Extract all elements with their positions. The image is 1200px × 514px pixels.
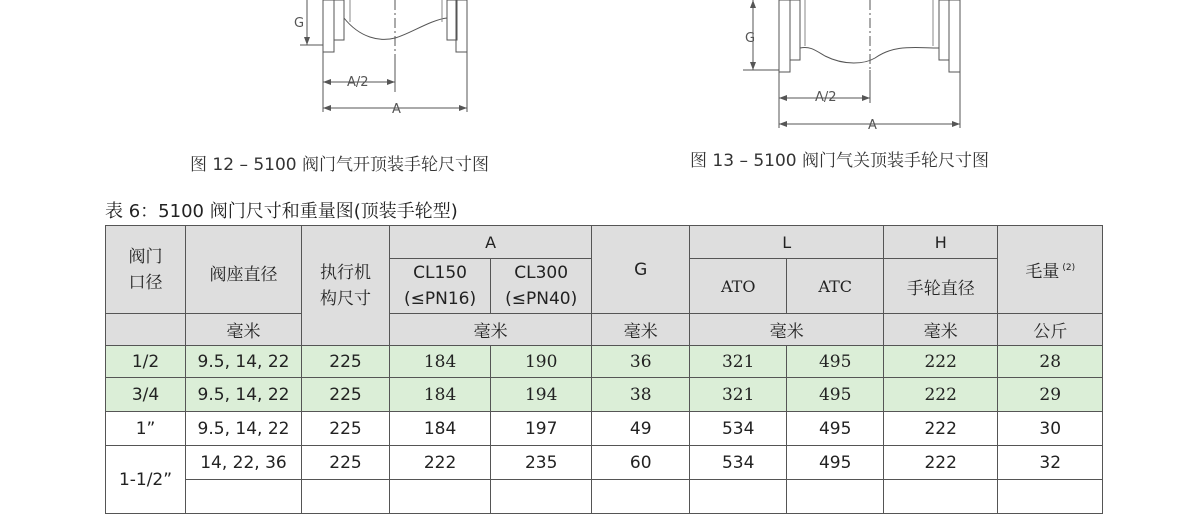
- header-ato: ATO: [690, 259, 787, 314]
- cell-actuator: 225: [302, 378, 390, 412]
- unit-mm-a: 毫米: [390, 314, 592, 346]
- cell-cut: [302, 480, 390, 514]
- cell-h: 222: [884, 378, 998, 412]
- cell-actuator: 225: [302, 346, 390, 378]
- cell-ato: 534: [690, 412, 787, 446]
- table-title: 表 6：5100 阀门尺寸和重量图(顶装手轮型): [105, 201, 458, 222]
- cell-h: 222: [884, 446, 998, 480]
- cell-actuator: 225: [302, 446, 390, 480]
- dim-g-label: G: [745, 31, 756, 46]
- dim-a-label: A: [868, 118, 877, 133]
- cell-g: 49: [592, 412, 690, 446]
- dim-a-half-label: A/2: [347, 75, 369, 90]
- cell-cl150: 184: [390, 346, 491, 378]
- header-group-a: A: [390, 226, 592, 259]
- cell-weight: 29: [998, 378, 1103, 412]
- table-row: [106, 378, 1103, 412]
- table-row: [106, 446, 1103, 480]
- cell-atc: 495: [787, 378, 884, 412]
- dim-g-label: G: [294, 16, 305, 31]
- cell-cut: [390, 480, 491, 514]
- cell-actuator: 225: [302, 412, 390, 446]
- table-row-partial: [106, 480, 1103, 514]
- cell-weight: 30: [998, 412, 1103, 446]
- cell-g: 38: [592, 378, 690, 412]
- table-row: [106, 346, 1103, 378]
- header-weight-label: 毛量: [1025, 262, 1060, 282]
- header-weight-note: (2): [1062, 263, 1076, 274]
- cell-cut: [592, 480, 690, 514]
- header-cl300: CL300 (≤PN40): [491, 259, 592, 314]
- cell-g: 36: [592, 346, 690, 378]
- header-seat-diameter: 阀座直径: [186, 226, 302, 314]
- cell-weight: 28: [998, 346, 1103, 378]
- header-valve-size: 阀门口径: [106, 226, 186, 314]
- header-cl150: CL150 (≤PN16): [390, 259, 491, 314]
- cell-cl150: 184: [390, 412, 491, 446]
- cell-cl150: 222: [390, 446, 491, 480]
- cell-cl300: 194: [491, 378, 592, 412]
- cell-h: 222: [884, 412, 998, 446]
- cell-cl300: 197: [491, 412, 592, 446]
- cell-cut: [186, 480, 302, 514]
- dim-a-label: A: [392, 102, 401, 117]
- cell-seat: 14, 22, 36: [186, 446, 302, 480]
- header-atc: ATC: [787, 259, 884, 314]
- cell-seat: 9.5, 14, 22: [186, 346, 302, 378]
- cell-atc: 495: [787, 446, 884, 480]
- cell-size: 1/2: [106, 346, 186, 378]
- cell-ato: 534: [690, 446, 787, 480]
- cell-cut: [690, 480, 787, 514]
- dim-a-half-label: A/2: [815, 90, 837, 105]
- cell-cut: [884, 480, 998, 514]
- cell-cl300: 235: [491, 446, 592, 480]
- cell-weight: 32: [998, 446, 1103, 480]
- cell-cut: [491, 480, 592, 514]
- unit-mm-g: 毫米: [592, 314, 690, 346]
- cell-cut: [998, 480, 1103, 514]
- cell-cl150: 184: [390, 378, 491, 412]
- unit-mm-seat: 毫米: [186, 314, 302, 346]
- cell-size: 1”: [106, 412, 186, 446]
- cell-cut: [787, 480, 884, 514]
- header-g: G: [592, 226, 690, 314]
- figure-left-caption: 图 12 – 5100 阀门气开顶装手轮尺寸图: [190, 155, 490, 175]
- table-row: [106, 412, 1103, 446]
- cell-atc: 495: [787, 412, 884, 446]
- figure-right-drawing: [735, 0, 985, 135]
- cell-h: 222: [884, 346, 998, 378]
- header-group-h: H: [884, 226, 998, 259]
- unit-mm-h: 毫米: [884, 314, 998, 346]
- figure-left-drawing: [270, 0, 500, 125]
- header-group-l: L: [690, 226, 884, 259]
- cell-ato: 321: [690, 346, 787, 378]
- header-actuator-size: 执行机构尺寸: [302, 226, 390, 346]
- cell-g: 60: [592, 446, 690, 480]
- header-blank: [106, 314, 186, 346]
- cell-seat: 9.5, 14, 22: [186, 378, 302, 412]
- figure-right-caption: 图 13 – 5100 阀门气关顶装手轮尺寸图: [690, 151, 990, 171]
- header-weight: [998, 226, 1103, 314]
- dimension-weight-table: [105, 225, 1103, 514]
- cell-size: 3/4: [106, 378, 186, 412]
- cell-size: 1-1/2”: [106, 446, 186, 514]
- cell-cl300: 190: [491, 346, 592, 378]
- cell-ato: 321: [690, 378, 787, 412]
- cell-atc: 495: [787, 346, 884, 378]
- header-handwheel-diameter: 手轮直径: [884, 259, 998, 314]
- unit-kg: 公斤: [998, 314, 1103, 346]
- cell-seat: 9.5, 14, 22: [186, 412, 302, 446]
- unit-mm-l: 毫米: [690, 314, 884, 346]
